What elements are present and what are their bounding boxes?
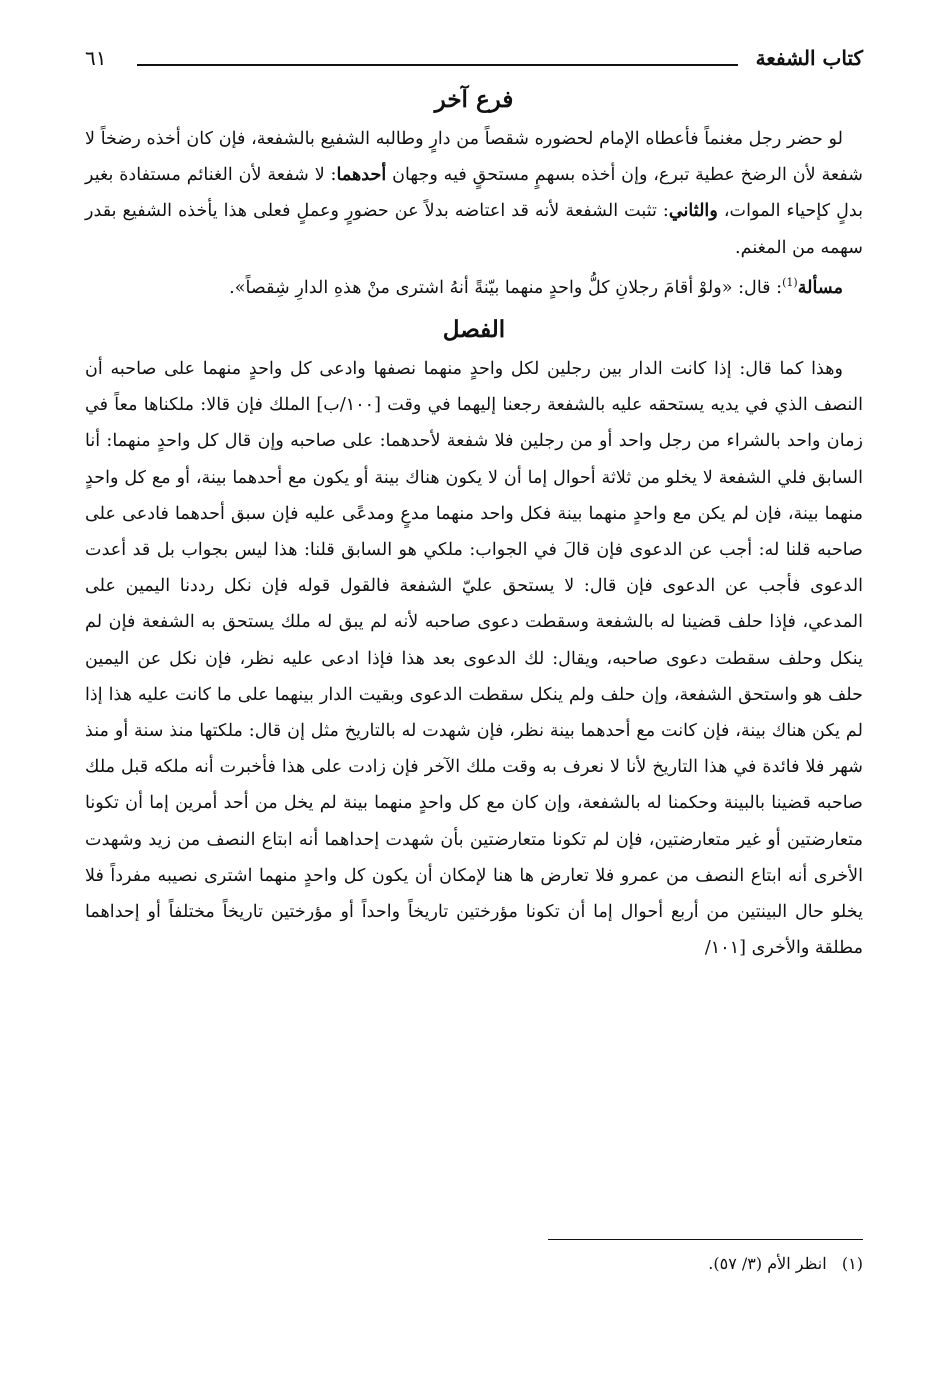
paragraph: وهذا كما قال: إذا كانت الدار بين رجلين لكل واحدٍ منهما نصفها وادعى كل واحدٍ منهما على صاحبه أن النصف الذي في يديه يستحقه عليه بالشفعة رجعنا إليهما في وقت [١٠٠/ب] الملك فإن قالا: ملكناها معاً في زمان واحد بالشراء من رجل واحد أو من رجلين فلا شفعة لأحدهما: على صاحبه وإن قال كل واحدٍ منهما: أنا السابق فلي الشفعة لا يخلو من ثلاثة أحوال إما أن لا يكون هناك بينة أو يكون مع أحدهما بينة، أو مع كل واحدٍ منهما بينة، فإن لم يكن مع واحدٍ منهما بينة فكل واحد منهما مدعٍ ومدعًى عليه فإن سبق أحدهما فادعى على صاحبه قلنا له: أجب عن الدعوى فإن قالَ في الجواب: ملكي هو السابق قلنا: هذا ليس بجواب بل قد أعدت الدعوى فأجب عن الدعوى فإن قال: لا يستحق عليّ الشفعة فالقول قوله فإن نكل رددنا اليمين على المدعي، فإذا حلف قضينا له بالشفعة وسقطت دعوى صاحبه لأنه لم يبق له ملك يستحق به الشفعة فإن لم ينكل وحلف سقطت دعوى صاحبه، ويقال: لك الدعوى بعد هذا فإذا ادعى عليه نظر، فإن نكل عن اليمين حلف هو واستحق الشفعة، وإن حلف ولم ينكل سقطت الدعوى وبقيت الدار بينهما على ما كانت عليه هذا إذا لم يكن هناك بينة، فإن كانت مع أحدهما بينة نظر، فإن شهدت له بالتاريخ مثل إن قال: ملكتها منذ سنة أو منذ شهر فلا فائدة في هذا التاريخ لأنا لا نعرف به وقت ملك الآخر فإن زادت على هذا فأخبرت أنه ملكه قبل ملك صاحبه قضينا بالبينة وحكمنا له بالشفعة، وإن كان مع كل واحدٍ منهما بينة لم يخل من أحد أمرين إما أن تكونا متعارضتين أو غير متعارضتين، فإن لم تكونا متعارضتين بأن شهدت إحداهما أنه ابتاع النصف من زيد وشهدت الأخرى أنه ابتاع النصف من عمرو فلا تعارض ها هنا لإمكان أن يكون كل واحدٍ منهما اشترى نصيبه مفرداً فلا يخلو حال البينتين من أربع أحوال إما أن تكونا مؤرختين تاريخاً واحداً أو مؤرختين تاريخاً مختلفاً أو إحداهما مطلقة والأخرى [١٠١/ <box>85 359 864 959</box>
book-title: كتاب الشفعة <box>755 46 863 70</box>
issue-label: مسألة <box>797 276 843 298</box>
footnote-area <box>85 0 863 1374</box>
term-first: أحدهما <box>336 164 387 186</box>
page-number: ٦١ <box>85 46 107 70</box>
issue-text: : قال: «ولوْ أقامَ رجلانِ كلُّ واحدٍ منهما بيّنةً أنهُ اشترى منْ هذهِ الدارِ شِقصاً». <box>229 277 783 298</box>
footnote <box>85 1254 863 1273</box>
paragraph-text: لو حضر رجل مغنماً فأعطاه الإمام لحضوره شقصاً من دارٍ وطالبه الشفيع بالشفعة، فإن كان أخذه رضخاً لا شفعة لأن الرضخ عطية تبرع، وإن أخذه بسهمٍ مستحقٍ فيه وجهان <box>85 129 864 186</box>
footnote-marker: (١) <box>841 1254 863 1273</box>
paragraph-text: : تثبت الشفعة لأنه قد اعتاضه بدلاً عن حضورٍ وعملٍ فعلى هذا يأخذه الشفيع بقدر سهمه من المغنم. <box>85 201 863 258</box>
footnote-text: انظر الأم (٣/ ٥٧). <box>708 1254 827 1273</box>
term-second: والثاني <box>668 200 718 222</box>
footnote-reference[interactable]: (1) <box>782 275 798 289</box>
section-heading-far-akhar: فرع آخر <box>434 86 514 113</box>
section-heading-al-fasl: الفصل <box>442 316 506 344</box>
footnote-rule <box>548 1239 863 1240</box>
paragraph-text: : لا شفعة لأن الغنائم مستفادة بغير بدلٍ كإحياء الموات، <box>85 165 864 222</box>
